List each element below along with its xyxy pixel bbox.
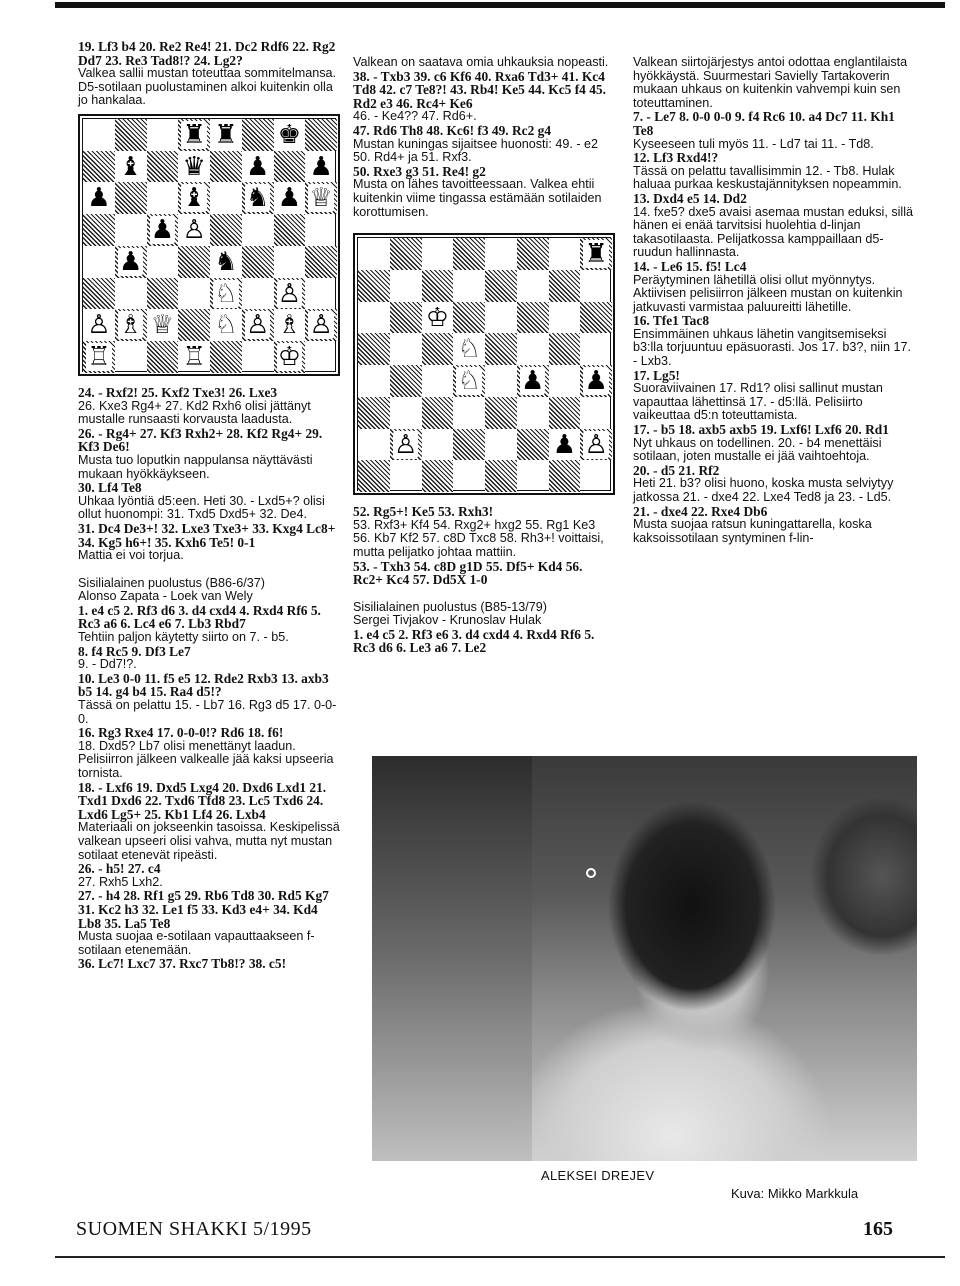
move-text: 16. Tfe1 Tac8 bbox=[633, 313, 710, 329]
board-square bbox=[580, 270, 612, 302]
move-text: 17. Lg5! bbox=[633, 367, 680, 383]
board-square bbox=[147, 246, 179, 278]
move-text: 50. Rxe3 g3 51. Re4! g2 bbox=[353, 163, 486, 179]
board-square bbox=[390, 333, 422, 365]
commentary-text: Musta suojaa ratsun kuningattarella, koska kaksoissotilaan syntyminen f-lin- bbox=[633, 517, 872, 545]
board-square bbox=[390, 460, 422, 492]
board-square bbox=[305, 119, 337, 151]
chess-piece-icon: ♙ bbox=[277, 278, 302, 309]
move-text: 17. - b5 18. axb5 axb5 19. Lxf6! Lxf6 20. Rd1 bbox=[633, 422, 889, 438]
move-text: 30. Lf4 Te8 bbox=[78, 480, 142, 496]
move-text: 20. - d5 21. Rf2 bbox=[633, 462, 720, 478]
board-square bbox=[390, 302, 422, 334]
commentary-text: Suoraviivainen 17. Rd1? olisi sallinut mustan vapauttaa lähettinsä 17. - d5:llä. Pelisiirto vaikeuttaa d5:n toteuttamista. bbox=[633, 381, 883, 423]
move-text: 10. Le3 0-0 11. f5 e5 12. Rde2 Rxb3 13. axb3 b5 14. g4 b4 15. Ra4 d5!? bbox=[78, 670, 329, 700]
board-square bbox=[517, 333, 549, 365]
board-square bbox=[453, 460, 485, 492]
commentary-text: Tässä on pelattu tavallisimmin 12. - Tb8. Hulak haluaa purkaa keskustajännityksen nopeammin. bbox=[633, 163, 902, 192]
move-text: 8. f4 Rc5 9. Df3 Le7 bbox=[78, 643, 191, 659]
top-rule bbox=[55, 2, 945, 8]
chess-piece-icon: ♖ bbox=[87, 342, 111, 373]
board-square bbox=[549, 302, 581, 334]
board-square bbox=[358, 270, 390, 302]
chess-piece-icon: ♔ bbox=[277, 342, 302, 373]
board-square bbox=[115, 278, 147, 310]
commentary-text: Sergei Tivjakov - Krunoslav Hulak bbox=[353, 613, 542, 628]
commentary-text: 9. - Dd7!?. bbox=[78, 657, 137, 672]
chess-piece-icon: ♝ bbox=[182, 183, 206, 214]
move-text: 16. Rg3 Rxe4 17. 0-0-0!? Rd6 18. f6! bbox=[78, 725, 284, 741]
board-square bbox=[115, 341, 147, 373]
column-3 bbox=[633, 56, 915, 545]
magazine-title: SUOMEN SHAKKI 5/1995 bbox=[76, 1218, 312, 1240]
commentary-text: 26. Kxe3 Rg4+ 27. Kd2 Rxh6 olisi jättänyt mustalle runsaasti korvausta laadusta. bbox=[78, 398, 311, 427]
move-text: 26. - Rg4+ 27. Kf3 Rxh2+ 28. Kf2 Rg4+ 29. Kf3 De6! bbox=[78, 425, 323, 455]
commentary-text: Musta suojaa e-sotilaan vapauttaakseen f-sotilaan etenemään. bbox=[78, 929, 315, 957]
board-square bbox=[453, 270, 485, 302]
chess-piece-icon: ♘ bbox=[214, 310, 238, 341]
board-square bbox=[242, 341, 274, 373]
board-square bbox=[580, 302, 612, 334]
board-square bbox=[83, 246, 115, 278]
chess-piece-icon: ♟ bbox=[150, 215, 175, 246]
commentary-text: Musta tuo loputkin nappulansa näyttävästi mukaan hyökkäykseen. bbox=[78, 452, 313, 481]
board-square bbox=[580, 333, 612, 365]
board-square bbox=[390, 397, 422, 429]
commentary-text: 14. fxe5? dxe5 avaisi asemaa mustan eduksi, sillä hänen ei enää tarvitsisi huolehtia d-linjan takasotilaasta. Pelijatkossa kamppaillaan d5-ruudun hallinnasta. bbox=[633, 204, 914, 260]
chess-piece-icon: ♛ bbox=[182, 151, 206, 182]
commentary-text: Kyseeseen tuli myös 11. - Ld7 tai 11. - Td8. bbox=[633, 136, 874, 151]
board-square bbox=[517, 460, 549, 492]
commentary-text: Mustan kuningas sijaitsee huonosti: 49. - e2 50. Rd4+ ja 51. Rxf3. bbox=[353, 136, 599, 165]
move-text: 12. Lf3 Rxd4!? bbox=[633, 150, 719, 166]
move-text: 47. Rd6 Th8 48. Kc6! f3 49. Rc2 g4 bbox=[353, 122, 552, 138]
chess-piece-icon: ♜ bbox=[182, 119, 206, 150]
move-text: 1. e4 c5 2. Rf3 e6 3. d4 cxd4 4. Rxd4 Rf6 5. Rc3 d6 6. Le3 a6 7. Le2 bbox=[353, 626, 595, 656]
board-square bbox=[422, 333, 454, 365]
board-square bbox=[115, 182, 147, 214]
board-square bbox=[147, 119, 179, 151]
commentary-text: Uhkaa lyöntiä d5:een. Heti 30. - Lxd5+? olisi ollut huonompi: 31. Txd5 Dxd5+ 32. De4. bbox=[78, 493, 325, 522]
chess-piece-icon: ♙ bbox=[393, 429, 418, 460]
move-text: 21. - dxe4 22. Rxe4 Db6 bbox=[633, 503, 768, 519]
chess-piece-icon: ♘ bbox=[214, 278, 238, 309]
move-text: 14. - Le6 15. f5! Lc4 bbox=[633, 258, 747, 274]
commentary-text: 27. Rxh5 Lxh2. bbox=[78, 874, 163, 889]
board-square bbox=[517, 397, 549, 429]
board-square bbox=[147, 151, 179, 183]
board-square bbox=[422, 429, 454, 461]
photo-caption: ALEKSEI DREJEV bbox=[541, 1168, 655, 1183]
player-photo bbox=[372, 756, 917, 1161]
board-square bbox=[115, 214, 147, 246]
board-square bbox=[83, 119, 115, 151]
commentary-text: Heti 21. b3? olisi huono, koska musta selviytyy jatkossa 21. - dxe4 22. Lxe4 Ted8 ja 23. - Ld5. bbox=[633, 476, 894, 504]
bottom-rule bbox=[55, 1256, 945, 1258]
commentary-text: Valkean siirtojärjestys antoi odottaa englantilaista hyökkäystä. Suurmestari Savielly Tartakoverin mukaan uhkaus on kuitenkin vahvempi kuin sen toteuttaminen. bbox=[633, 55, 908, 110]
chess-piece-icon: ♔ bbox=[425, 302, 450, 333]
chess-piece-icon: ♙ bbox=[584, 429, 608, 460]
board-square bbox=[453, 429, 485, 461]
chess-piece-icon: ♚ bbox=[277, 119, 302, 150]
move-text: 53. - Txh3 54. c8D g1D 55. Df5+ Kd4 56. Rc2+ Kc4 57. Dd5X 1-0 bbox=[353, 558, 583, 588]
chess-piece-icon: ♞ bbox=[245, 183, 270, 214]
board-square bbox=[453, 397, 485, 429]
board-square bbox=[422, 238, 454, 270]
move-text: 52. Rg5+! Ke5 53. Rxh3! bbox=[353, 504, 494, 520]
board-square bbox=[485, 365, 517, 397]
board-square bbox=[390, 270, 422, 302]
move-text: 24. - Rxf2! 25. Kxf2 Txe3! 26. Lxe3 bbox=[78, 384, 278, 400]
chess-piece-icon: ♞ bbox=[214, 246, 238, 277]
board-square bbox=[83, 151, 115, 183]
board-square bbox=[242, 214, 274, 246]
board-square bbox=[210, 341, 242, 373]
board-square bbox=[485, 460, 517, 492]
board-square bbox=[83, 278, 115, 310]
board-square bbox=[485, 333, 517, 365]
board-square bbox=[147, 182, 179, 214]
chess-piece-icon: ♟ bbox=[584, 366, 608, 396]
column-1 bbox=[78, 40, 340, 971]
board-square bbox=[485, 270, 517, 302]
commentary-text: Musta on lähes tavoitteessaan. Valkea ehtii kuitenkin viime tingassa estämään sotilaiden korottumisen. bbox=[353, 177, 602, 219]
chess-piece-icon: ♜ bbox=[214, 119, 238, 150]
board-square bbox=[83, 214, 115, 246]
board-square bbox=[549, 397, 581, 429]
board-square bbox=[305, 246, 337, 278]
move-text: 19. Lf3 b4 20. Re2 Re4! 21. Dc2 Rdf6 22. Rg2 Dd7 23. Re3 Tad8!? 24. Lg2? bbox=[78, 39, 336, 68]
board-square bbox=[210, 182, 242, 214]
board-square bbox=[580, 397, 612, 429]
board-square bbox=[485, 429, 517, 461]
chess-piece-icon: ♗ bbox=[118, 310, 143, 341]
commentary-text: Valkea sallii mustan toteuttaa sommitelmansa. D5-sotilaan puolustaminen alkoi kuitenkin olla jo hankalaa. bbox=[78, 66, 337, 108]
commentary-text: 53. Rxf3+ Kf4 54. Rxg2+ hxg2 55. Rg1 Ke3 56. Kb7 Kf2 57. c8D Txc8 58. Rh3+! voittaisi, mutta pelijatko johtaa mattiin. bbox=[353, 517, 604, 559]
board-square bbox=[274, 214, 306, 246]
board-square bbox=[147, 278, 179, 310]
board-square bbox=[549, 270, 581, 302]
chess-piece-icon: ♙ bbox=[87, 310, 111, 341]
board-square bbox=[274, 246, 306, 278]
board-square bbox=[305, 278, 337, 310]
move-text: 26. - h5! 27. c4 bbox=[78, 861, 161, 877]
board-square bbox=[358, 460, 390, 492]
move-text: 38. - Txb3 39. c6 Kf6 40. Rxa6 Td3+ 41. Kc4 Td8 42. c7 Te8?! 43. Rb4! Ke5 44. Kc5 f4 45. Rd2 e3 46. Rc4+ Ke6 bbox=[353, 68, 606, 111]
chess-diagram-2 bbox=[353, 233, 615, 495]
board-square bbox=[549, 238, 581, 270]
move-text: 7. - Le7 8. 0-0 0-0 9. f4 Rc6 10. a4 Dc7 11. Kh1 Te8 bbox=[633, 109, 895, 138]
board-square bbox=[210, 151, 242, 183]
board-square bbox=[305, 214, 337, 246]
chess-piece-icon: ♘ bbox=[457, 334, 481, 365]
chess-piece-icon: ♟ bbox=[245, 151, 270, 182]
board-square bbox=[178, 246, 210, 278]
board-square bbox=[390, 365, 422, 397]
board-square bbox=[242, 246, 274, 278]
chess-piece-icon: ♙ bbox=[245, 310, 270, 341]
commentary-text bbox=[78, 563, 340, 577]
board-square bbox=[274, 151, 306, 183]
page-number: 165 bbox=[863, 1218, 893, 1240]
commentary-text: Nyt uhkaus on todellinen. 20. - b4 menettäisi sotilaan, joten mustalle ei jää vaihtoehtoja. bbox=[633, 435, 882, 464]
board-square bbox=[517, 238, 549, 270]
commentary-text: Sisilialainen puolustus (B86-6/37) bbox=[78, 575, 265, 590]
chess-piece-icon: ♟ bbox=[118, 246, 143, 277]
chess-piece-icon: ♙ bbox=[309, 310, 333, 341]
chess-piece-icon: ♙ bbox=[182, 215, 206, 246]
column-2 bbox=[353, 56, 613, 655]
move-text: 1. e4 c5 2. Rf3 d6 3. d4 cxd4 4. Rxd4 Rf6 5. Rc3 a6 6. Lc4 e6 7. Lb3 Rbd7 bbox=[78, 602, 321, 632]
chess-piece-icon: ♗ bbox=[277, 310, 302, 341]
chess-piece-icon: ♕ bbox=[309, 183, 333, 214]
chess-piece-icon: ♟ bbox=[552, 429, 577, 460]
board-square bbox=[549, 365, 581, 397]
board-square bbox=[422, 270, 454, 302]
board-square bbox=[147, 341, 179, 373]
board-square bbox=[178, 278, 210, 310]
board-square bbox=[517, 429, 549, 461]
commentary-text bbox=[353, 587, 613, 601]
board-square bbox=[453, 302, 485, 334]
commentary-text: Materiaali on jokseenkin tasoissa. Keskipelissä valkean upseeri olisi vahva, mutta nyt mustan sotilaat etenevät ripeästi. bbox=[78, 820, 340, 862]
column-2-text bbox=[353, 505, 613, 655]
chess-piece-icon: ♟ bbox=[309, 151, 333, 182]
board-square bbox=[242, 278, 274, 310]
board-square bbox=[485, 238, 517, 270]
board-square bbox=[453, 238, 485, 270]
chess-piece-icon: ♖ bbox=[182, 342, 206, 373]
board-square bbox=[210, 214, 242, 246]
board-square bbox=[305, 341, 337, 373]
board-square bbox=[358, 397, 390, 429]
commentary-text: Tehtiin paljon käytetty siirto on 7. - b5. bbox=[78, 630, 289, 645]
board-square bbox=[580, 460, 612, 492]
board-square bbox=[178, 309, 210, 341]
chess-piece-icon: ♟ bbox=[520, 366, 545, 396]
chess-piece-icon: ♝ bbox=[118, 151, 143, 182]
commentary-text: Mattia ei voi torjua. bbox=[78, 548, 184, 563]
board-square bbox=[358, 302, 390, 334]
board-square bbox=[517, 302, 549, 334]
photo-credit: Kuva: Mikko Markkula bbox=[731, 1186, 859, 1201]
column-1-text bbox=[78, 386, 340, 971]
board-square bbox=[242, 119, 274, 151]
commentary-text: Tässä on pelattu 15. - Lb7 16. Rg3 d5 17. 0-0-0. bbox=[78, 698, 337, 726]
commentary-text: 46. - Ke4?? 47. Rd6+. bbox=[353, 109, 477, 124]
chess-piece-icon: ♕ bbox=[150, 310, 175, 341]
chess-diagram-1 bbox=[78, 114, 340, 376]
board-square bbox=[115, 119, 147, 151]
commentary-text: Peräytyminen lähetillä olisi ollut myönnytys. Aktiivisen pelisiirron jälkeen mustan on kuitenkin jatkuvasti varmistaa paluureitti lähetille. bbox=[633, 272, 903, 314]
board-square bbox=[422, 460, 454, 492]
move-text: 18. - Lxf6 19. Dxd5 Lxg4 20. Dxd6 Lxd1 21. Txd1 Dxd6 22. Txd6 Tfd8 23. Lc5 Txd6 24. Lxd6 Lg5+ 25. Kb1 Lf4 26. Lxb4 bbox=[78, 779, 327, 822]
board-square bbox=[517, 270, 549, 302]
board-square bbox=[390, 238, 422, 270]
chess-piece-icon: ♟ bbox=[87, 183, 111, 214]
move-text: 13. Dxd4 e5 14. Dd2 bbox=[633, 190, 747, 206]
move-text: 31. Dc4 De3+! 32. Lxe3 Txe3+ 33. Kxg4 Lc8+ 34. Kg5 h6+! 35. Kxh6 Te5! 0-1 bbox=[78, 520, 336, 550]
board-square bbox=[358, 333, 390, 365]
board-square bbox=[549, 333, 581, 365]
board-square bbox=[422, 397, 454, 429]
board-square bbox=[358, 238, 390, 270]
commentary-text: Alonso Zapata - Loek van Wely bbox=[78, 589, 253, 604]
column-1-intro bbox=[78, 40, 340, 108]
chess-piece-icon: ♘ bbox=[457, 366, 481, 396]
column-2-intro bbox=[353, 56, 613, 219]
commentary-text: Valkean on saatava omia uhkauksia nopeasti. bbox=[353, 55, 609, 69]
board-square bbox=[358, 365, 390, 397]
board-square bbox=[485, 302, 517, 334]
commentary-text: 18. Dxd5? Lb7 olisi menettänyt laadun. Pelisiirron jälkeen valkealle jää kaksi upseeria tornista. bbox=[78, 738, 334, 780]
commentary-text: Ensimmäinen uhkaus lähetin vangitsemiseksi b3:lla torjuuntuu epäsuorasti. Jos 17. b3?, niin 17. - Lxb3. bbox=[633, 326, 911, 369]
chess-piece-icon: ♟ bbox=[277, 183, 302, 214]
commentary-text: Sisilialainen puolustus (B85-13/79) bbox=[353, 599, 547, 614]
chess-piece-icon: ♜ bbox=[584, 239, 608, 269]
board-square bbox=[422, 365, 454, 397]
move-text: 36. Lc7! Lxc7 37. Rxc7 Tb8!? 38. c5! bbox=[78, 956, 287, 972]
board-square bbox=[485, 397, 517, 429]
move-text: 27. - h4 28. Rf1 g5 29. Rb6 Td8 30. Rd5 Kg7 31. Kc2 h3 32. Le1 f5 33. Kd3 e4+ 34. Kd4 Lb8 35. La5 Te8 bbox=[78, 888, 329, 931]
board-square bbox=[358, 429, 390, 461]
board-square bbox=[549, 460, 581, 492]
